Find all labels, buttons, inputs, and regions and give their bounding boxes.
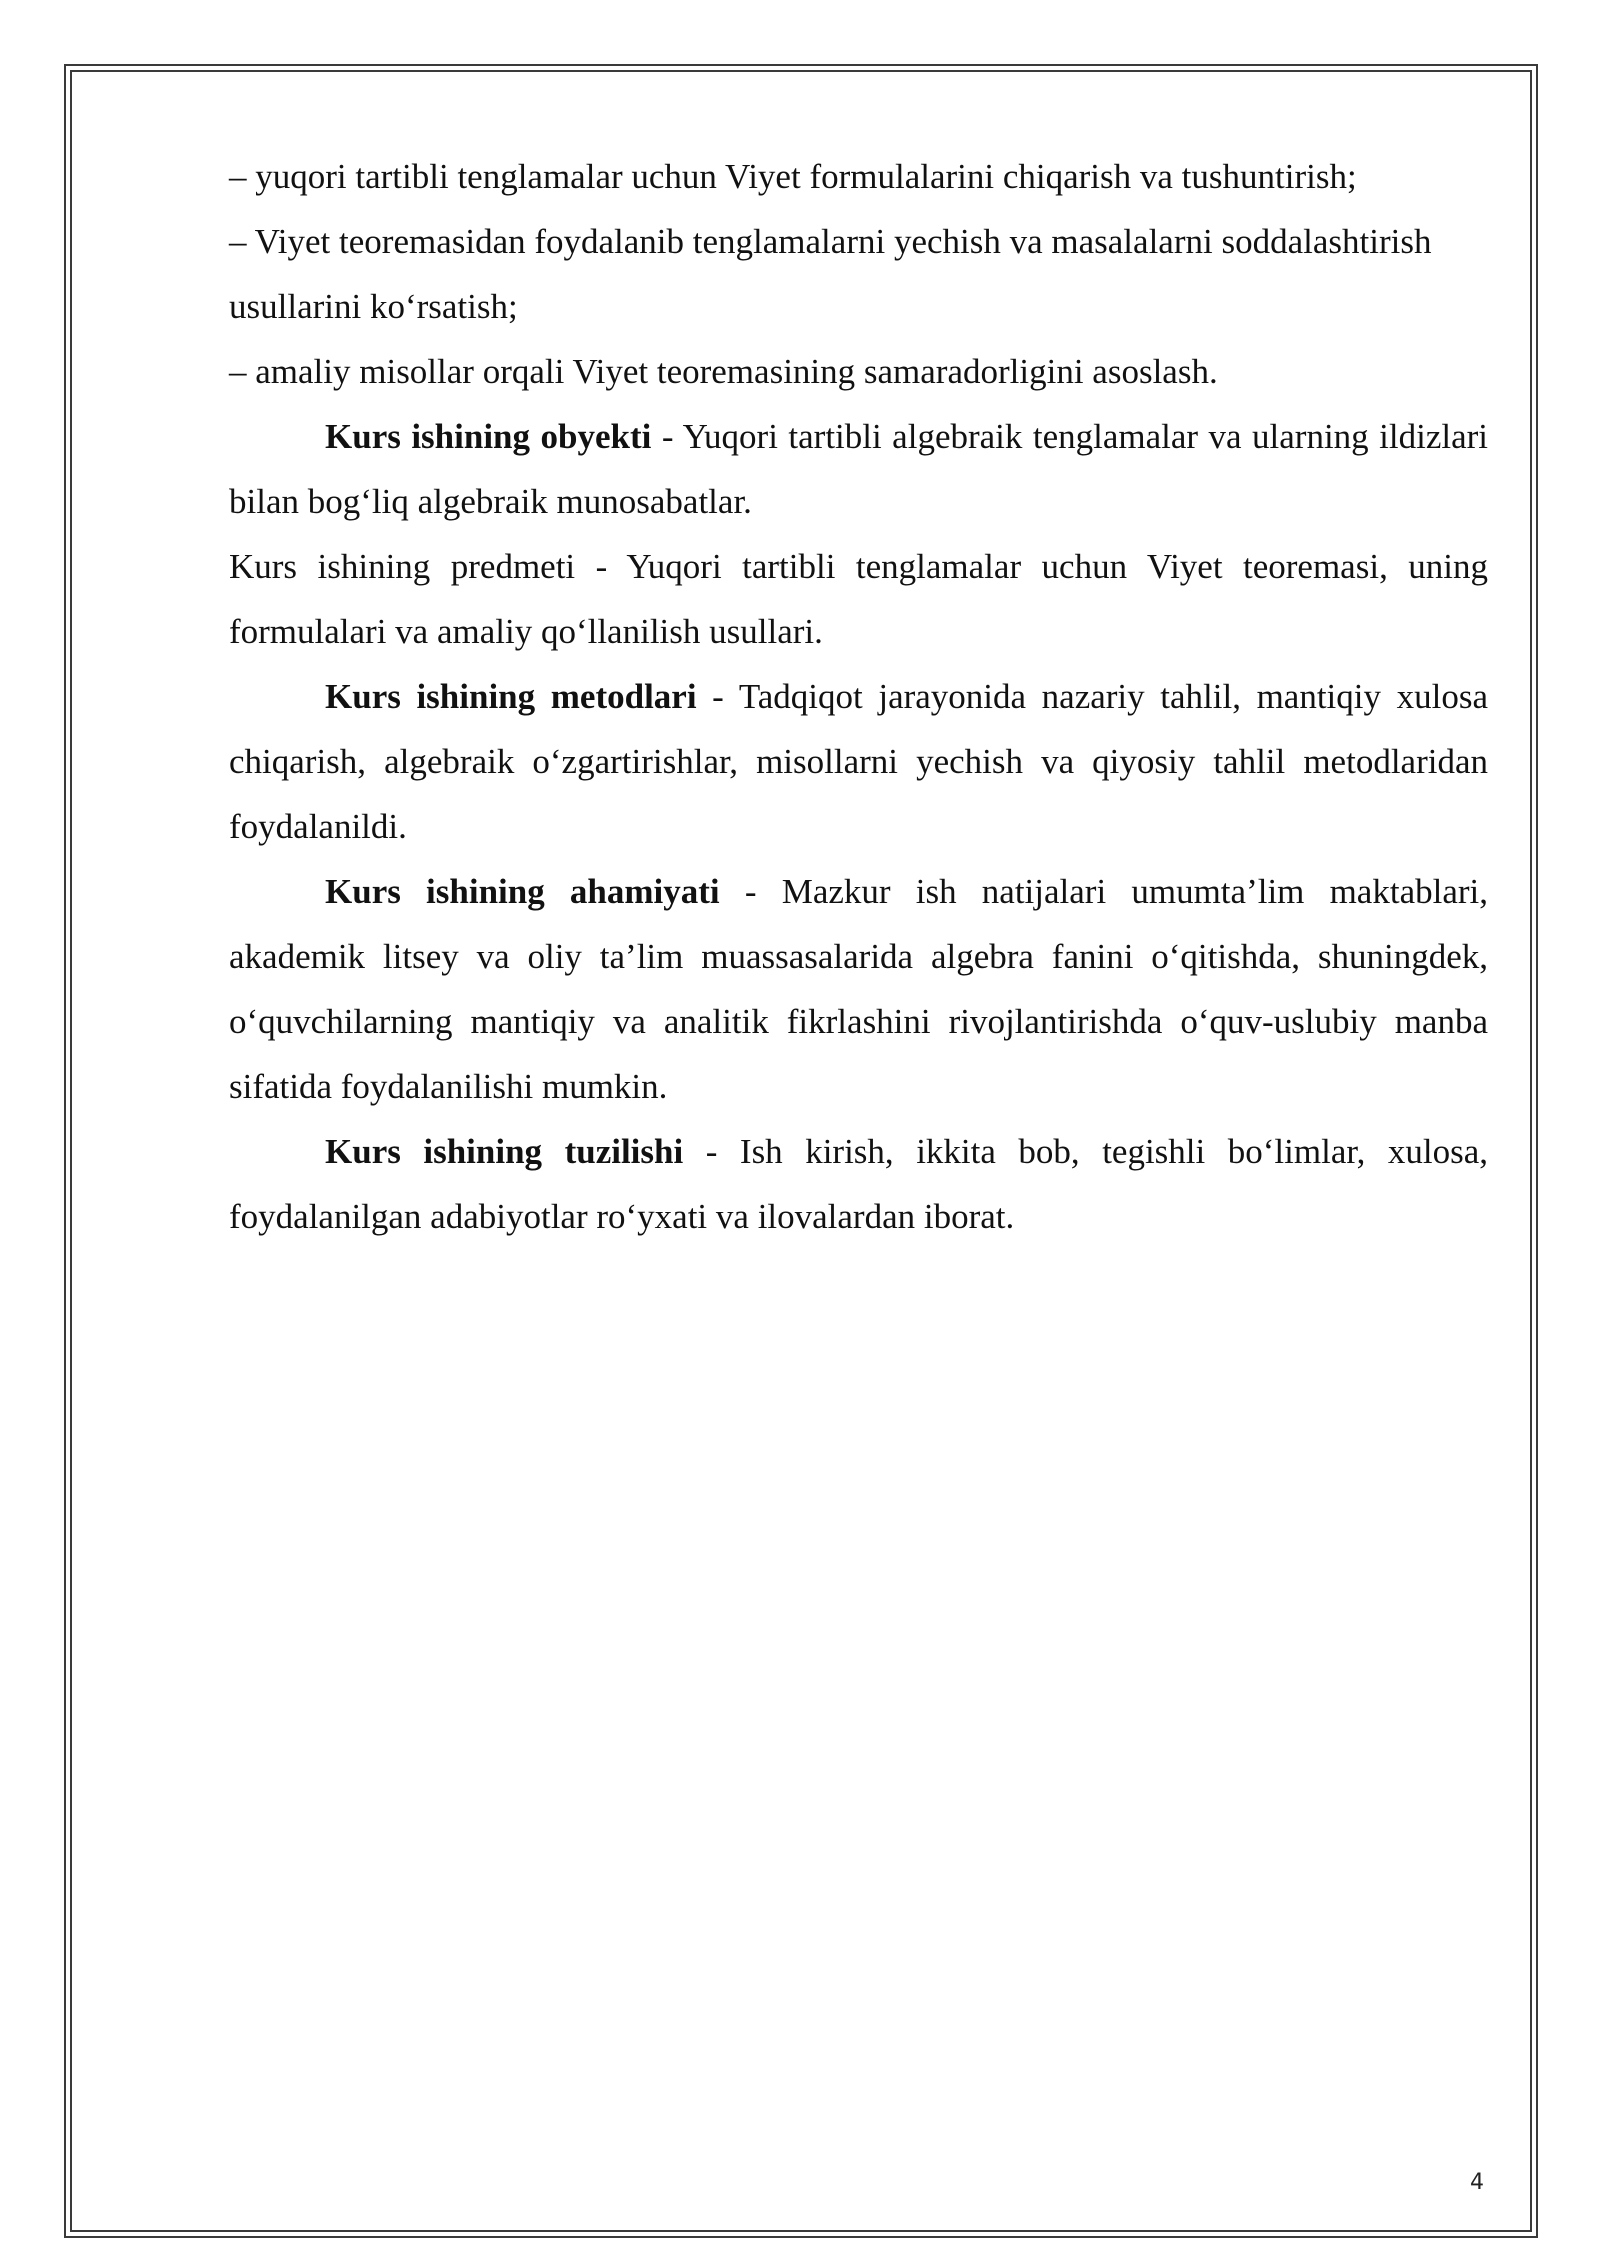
bullet-item: – amaliy misollar orqali Viyet teoremasining samaradorligini asoslash. (229, 352, 1218, 391)
structure-paragraph (229, 1119, 1488, 1249)
structure-heading: Kurs ishining tuzilishi (325, 1132, 684, 1171)
document-body (229, 144, 1488, 1249)
page-number: 4 (1470, 2170, 1484, 2195)
significance-paragraph (229, 859, 1488, 1119)
object-heading: Kurs ishining obyekti (325, 417, 652, 456)
bullet-item: – Viyet teoremasidan foydalanib tenglamalarni yechish va masalalarni soddalashtirish usullarini ko‘rsatish; (229, 222, 1432, 326)
subject-paragraph: Kurs ishining predmeti - Yuqori tartibli tenglamalar uchun Viyet teoremasi, uning formulalari va amaliy qo‘llanilish usullari. (229, 547, 1488, 651)
object-text: - Yuqori tartibli algebraik tenglamalar va ularning ildizlari bilan bog‘liq algebraik munosabatlar. (229, 417, 1489, 521)
methods-heading: Kurs ishining metodlari (325, 677, 697, 716)
bullet-item: – yuqori tartibli tenglamalar uchun Viyet formulalarini chiqarish va tushuntirish; (229, 157, 1357, 196)
methods-text: - Tadqiqot jarayonida nazariy tahlil, mantiqiy xulosa chiqarish, algebraik o‘zgartirishlar, misollarni yechish va qiyosiy tahlil metodlaridan foydalanildi. (229, 677, 1489, 846)
significance-text: - Mazkur ish natijalari umumta’lim maktablari, akademik litsey va oliy ta’lim muassasalarida algebra fanini o‘qitishda, shuningdek, o‘quvchilarning mantiqiy va analitik fikrlashini rivojlantirishda o‘quv-uslubiy manba sifatida foydalanilishi mumkin. (229, 872, 1488, 1106)
methods-paragraph (229, 664, 1488, 859)
structure-text: - Ish kirish, ikkita bob, tegishli bo‘limlar, xulosa, foydalanilgan adabiyotlar ro‘yxati va ilovalardan iborat. (229, 1132, 1489, 1236)
significance-heading: Kurs ishining ahamiyati (325, 872, 720, 911)
object-paragraph (229, 404, 1488, 534)
